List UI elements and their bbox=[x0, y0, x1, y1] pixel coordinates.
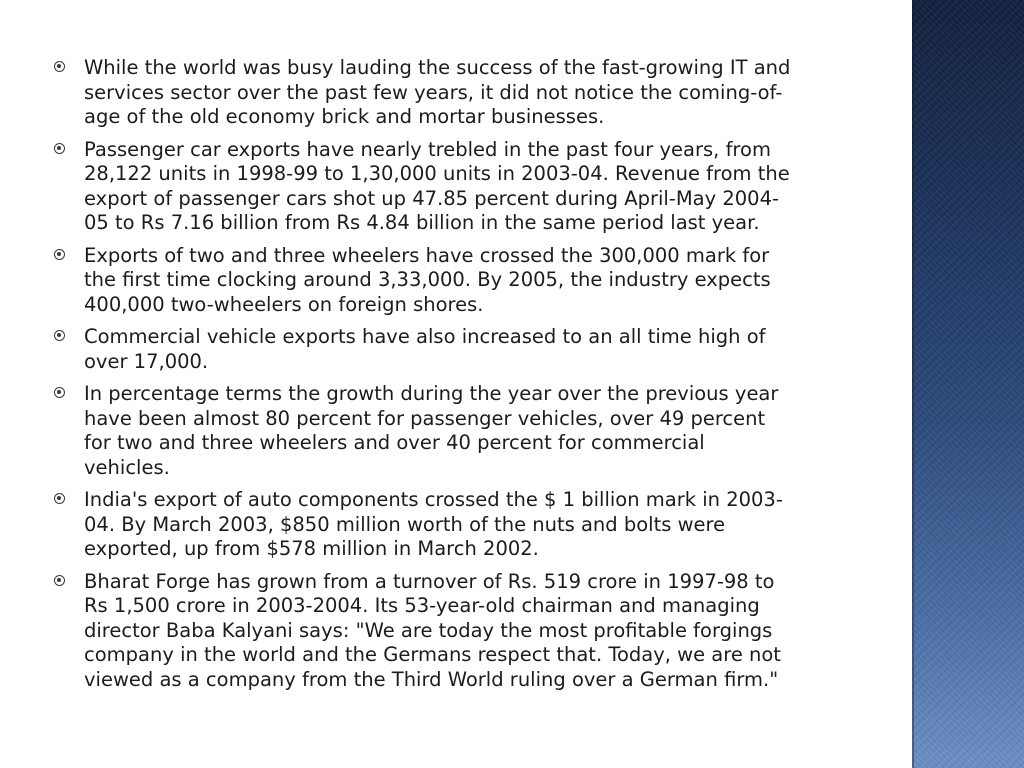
bullet-line: age of the old economy brick and mortar businesses. bbox=[84, 105, 605, 128]
slide-content bbox=[52, 56, 912, 700]
circled-dot-bullet-icon bbox=[54, 61, 65, 72]
circled-dot-bullet-icon bbox=[54, 330, 65, 341]
bullet-item bbox=[52, 570, 912, 693]
bullet-line: 05 to Rs 7.16 billion from Rs 4.84 billion in the same period last year. bbox=[84, 211, 760, 234]
bullet-line: the first time clocking around 3,33,000. By 2005, the industry expects bbox=[84, 268, 771, 291]
bullet-line: 400,000 two-wheelers on foreign shores. bbox=[84, 292, 484, 316]
bullet-item bbox=[52, 244, 912, 318]
bullet-line: viewed as a company from the Third World ruling over a German firm." bbox=[84, 667, 779, 691]
bullet-list bbox=[52, 56, 912, 692]
bullet-line: director Baba Kalyani says: "We are today the most profitable forgings bbox=[84, 618, 773, 642]
bullet-item bbox=[52, 138, 912, 236]
bullet-item bbox=[52, 488, 912, 562]
circled-dot-bullet-icon bbox=[54, 387, 65, 398]
bullet-line: 04. By March 2003, $850 million worth of the nuts and bolts were bbox=[84, 512, 726, 536]
bullet-item bbox=[52, 325, 912, 374]
bullet-item bbox=[52, 56, 912, 130]
bullet-line: Rs 1,500 crore in 2003-2004. Its 53-year-old chairman and managing bbox=[84, 594, 760, 617]
circled-dot-bullet-icon bbox=[54, 249, 65, 260]
bullet-line: company in the world and the Germans respect that. Today, we are not bbox=[84, 643, 781, 666]
bullet-line: 28,122 units in 1998-99 to 1,30,000 units in 2003-04. Revenue from the bbox=[84, 162, 790, 185]
bullet-line: Passenger car exports have nearly trebled in the past four years, from bbox=[84, 137, 771, 161]
bullet-line: While the world was busy lauding the success of the fast-growing IT and bbox=[84, 56, 791, 79]
bullet-line: export of passenger cars shot up 47.85 percent during April-May 2004- bbox=[84, 186, 780, 210]
circled-dot-bullet-icon bbox=[54, 143, 65, 154]
bullet-line: India's export of auto components crossed the $ 1 billion mark in 2003- bbox=[84, 488, 783, 511]
decorative-side-bar bbox=[912, 0, 1024, 768]
bullet-line: for two and three wheelers and over 40 percent for commercial bbox=[84, 431, 705, 454]
bullet-line: In percentage terms the growth during the year over the previous year bbox=[84, 382, 779, 405]
bullet-line: over 17,000. bbox=[84, 349, 209, 373]
bullet-line: Exports of two and three wheelers have crossed the 300,000 mark for bbox=[84, 243, 770, 267]
bullet-item bbox=[52, 382, 912, 480]
bullet-line: exported, up from $578 million in March 2002. bbox=[84, 537, 539, 560]
bullet-line: Commercial vehicle exports have also increased to an all time high of bbox=[84, 325, 766, 348]
bullet-line: services sector over the past few years, it did not notice the coming-of- bbox=[84, 80, 783, 104]
circled-dot-bullet-icon bbox=[54, 493, 65, 504]
bullet-line: have been almost 80 percent for passenger vehicles, over 49 percent bbox=[84, 406, 766, 430]
circled-dot-bullet-icon bbox=[54, 575, 65, 586]
bullet-line: vehicles. bbox=[84, 455, 170, 479]
bullet-line: Bharat Forge has grown from a turnover of Rs. 519 crore in 1997-98 to bbox=[84, 569, 775, 593]
